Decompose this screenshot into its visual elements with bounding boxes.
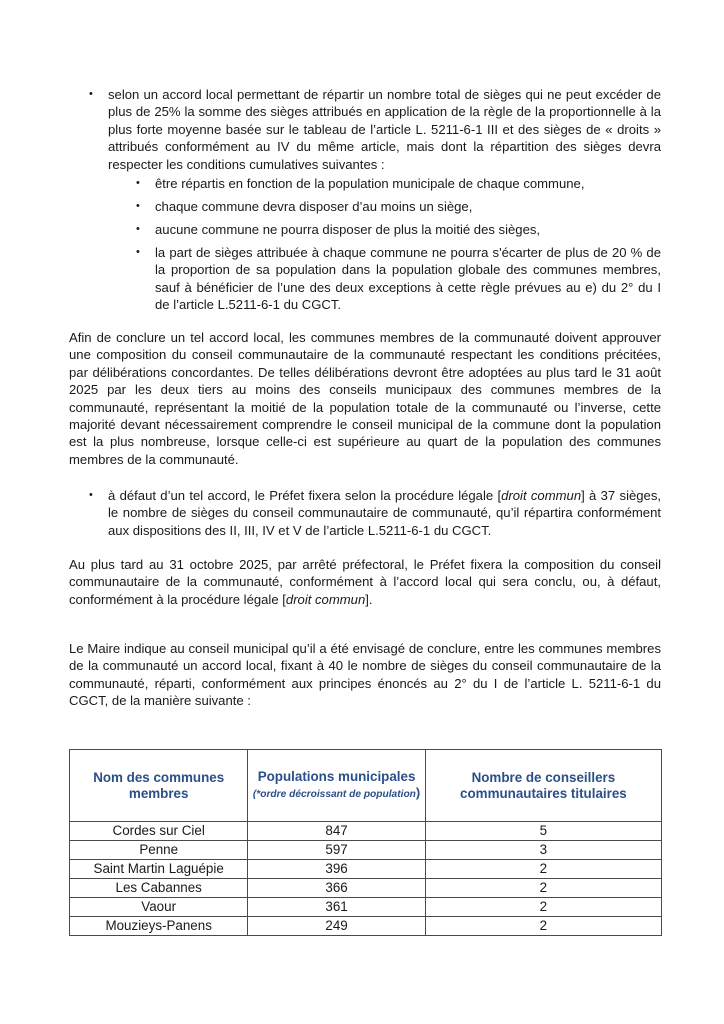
header-commune: Nom des communes membres bbox=[70, 750, 248, 822]
italic-droit-commun: droit commun bbox=[285, 591, 366, 607]
population-note-paren: ) bbox=[415, 785, 421, 800]
sub-bullet-1 bbox=[136, 175, 661, 192]
cell-conseillers: 3 bbox=[425, 841, 661, 860]
bullet-icon: • bbox=[136, 246, 140, 258]
cell-conseillers: 5 bbox=[425, 822, 661, 841]
cell-commune: Cordes sur Ciel bbox=[70, 822, 248, 841]
header-population bbox=[248, 750, 425, 822]
cell-population: 249 bbox=[248, 917, 425, 936]
bullet-accord-local bbox=[89, 86, 661, 173]
table-row bbox=[70, 879, 662, 898]
cell-population: 366 bbox=[248, 879, 425, 898]
bullet-icon: • bbox=[89, 489, 93, 501]
sub-bullet-3 bbox=[136, 221, 661, 238]
cell-conseillers: 2 bbox=[425, 917, 661, 936]
sub-bullet-text: la part de sièges attribuée à chaque commune ne pourra s'écarter de plus de 20 % de la proportion de sa population dans la population globale des communes membres, sauf à bénéficier de l’une des deux exceptions à cette règle prévues au e) du 2° du I de l’article L.5211-6-1 du CGCT. bbox=[155, 245, 661, 313]
sub-bullet-4 bbox=[136, 244, 661, 314]
header-conseillers: Nombre de conseillers communautaires titulaires bbox=[425, 750, 661, 822]
paragraph-prefet-text-end: ]. bbox=[365, 591, 373, 607]
header-population-note bbox=[248, 785, 424, 802]
bullet-icon: • bbox=[136, 223, 140, 235]
cell-population: 361 bbox=[248, 898, 425, 917]
cell-conseillers: 2 bbox=[425, 860, 661, 879]
cell-conseillers: 2 bbox=[425, 898, 661, 917]
paragraph-prefet-text: Au plus tard au 31 octobre 2025, par arrêté préfectoral, le Préfet fixera la composition du conseil communautaire de la communauté, conformément à l’accord local qui sera conclu, ou, à défaut, conformément à la procédure légale [ bbox=[69, 557, 661, 607]
paragraph-maire: Le Maire indique au conseil municipal qu’il a été envisagé de conclure, entre les communes membres de la communauté un accord local, fixant à 40 le nombre de sièges du conseil communautaire de la communauté, réparti, conformément aux principes énoncés au 2° du I de l’article L. 5211-6-1 du CGCT, de la manière suivante : bbox=[69, 641, 661, 709]
cell-population: 396 bbox=[248, 860, 425, 879]
table-row bbox=[70, 917, 662, 936]
table-row bbox=[70, 822, 662, 841]
cell-commune: Vaour bbox=[70, 898, 248, 917]
sub-bullet-text: être répartis en fonction de la population municipale de chaque commune, bbox=[155, 176, 585, 191]
bullet-defaut-text-end: ] à 37 sièges, le nombre de sièges du conseil communautaire de communauté, qu’il répartira conformément aux dispositions des II, III, IV et V de l’article L.5211-6-1 du CGCT. bbox=[108, 488, 662, 538]
cell-population: 847 bbox=[248, 822, 425, 841]
paragraph-prefet bbox=[69, 556, 661, 608]
cell-population: 597 bbox=[248, 841, 425, 860]
bullet-defaut bbox=[89, 487, 662, 539]
cell-commune: Penne bbox=[70, 841, 248, 860]
bullet-icon: • bbox=[89, 88, 93, 100]
bullet-accord-local-text: selon un accord local permettant de répartir un nombre total de sièges qui ne peut excéder de plus de 25% la somme des sièges attribués en application de la règle de la proportionnelle à la plus forte moyenne basée sur le tableau de l’article L. 5211-6-1 III et des sièges de « droits » attribués conformément au IV du même article, mais dont la répartition des sièges devra respecter les conditions cumulatives suivantes : bbox=[108, 87, 661, 172]
population-note-text: (*ordre décroissant de population bbox=[252, 789, 416, 800]
table-row bbox=[70, 841, 662, 860]
sub-bullet-2 bbox=[136, 198, 661, 215]
table-header-row bbox=[70, 750, 662, 822]
bullet-icon: • bbox=[136, 200, 140, 212]
italic-droit-commun: droit commun bbox=[501, 488, 582, 503]
sub-bullet-text: chaque commune devra disposer d’au moins un siège, bbox=[155, 199, 473, 214]
table-row bbox=[70, 898, 662, 917]
header-population-label: Populations municipales bbox=[257, 769, 416, 784]
cell-commune: Les Cabannes bbox=[70, 879, 248, 898]
cell-conseillers: 2 bbox=[425, 879, 661, 898]
bullet-icon: • bbox=[136, 177, 140, 189]
cell-commune: Mouzieys-Panens bbox=[70, 917, 248, 936]
paragraph-accord: Afin de conclure un tel accord local, les communes membres de la communauté doivent approuver une composition du conseil communautaire de la communauté respectant les conditions précitées, par délibérations concordantes. De telles délibérations devront être adoptées au plus tard le 31 août 2025 par les deux tiers au moins des conseils municipaux des communes membres de la communauté, représentant la moitié de la population totale de la communauté ou l’inverse, cette majorité devant nécessairement comprendre le conseil municipal de la commune dont la population est la plus nombreuse, lorsque celle-ci est supérieure au quart de la population des communes membres de la communauté. bbox=[69, 330, 661, 467]
bullet-defaut-text: à défaut d’un tel accord, le Préfet fixera selon la procédure légale [ bbox=[108, 488, 502, 503]
seats-table bbox=[69, 749, 662, 936]
table-row bbox=[70, 860, 662, 879]
cell-commune: Saint Martin Laguépie bbox=[70, 860, 248, 879]
sub-bullet-text: aucune commune ne pourra disposer de plus la moitié des sièges, bbox=[155, 222, 541, 237]
